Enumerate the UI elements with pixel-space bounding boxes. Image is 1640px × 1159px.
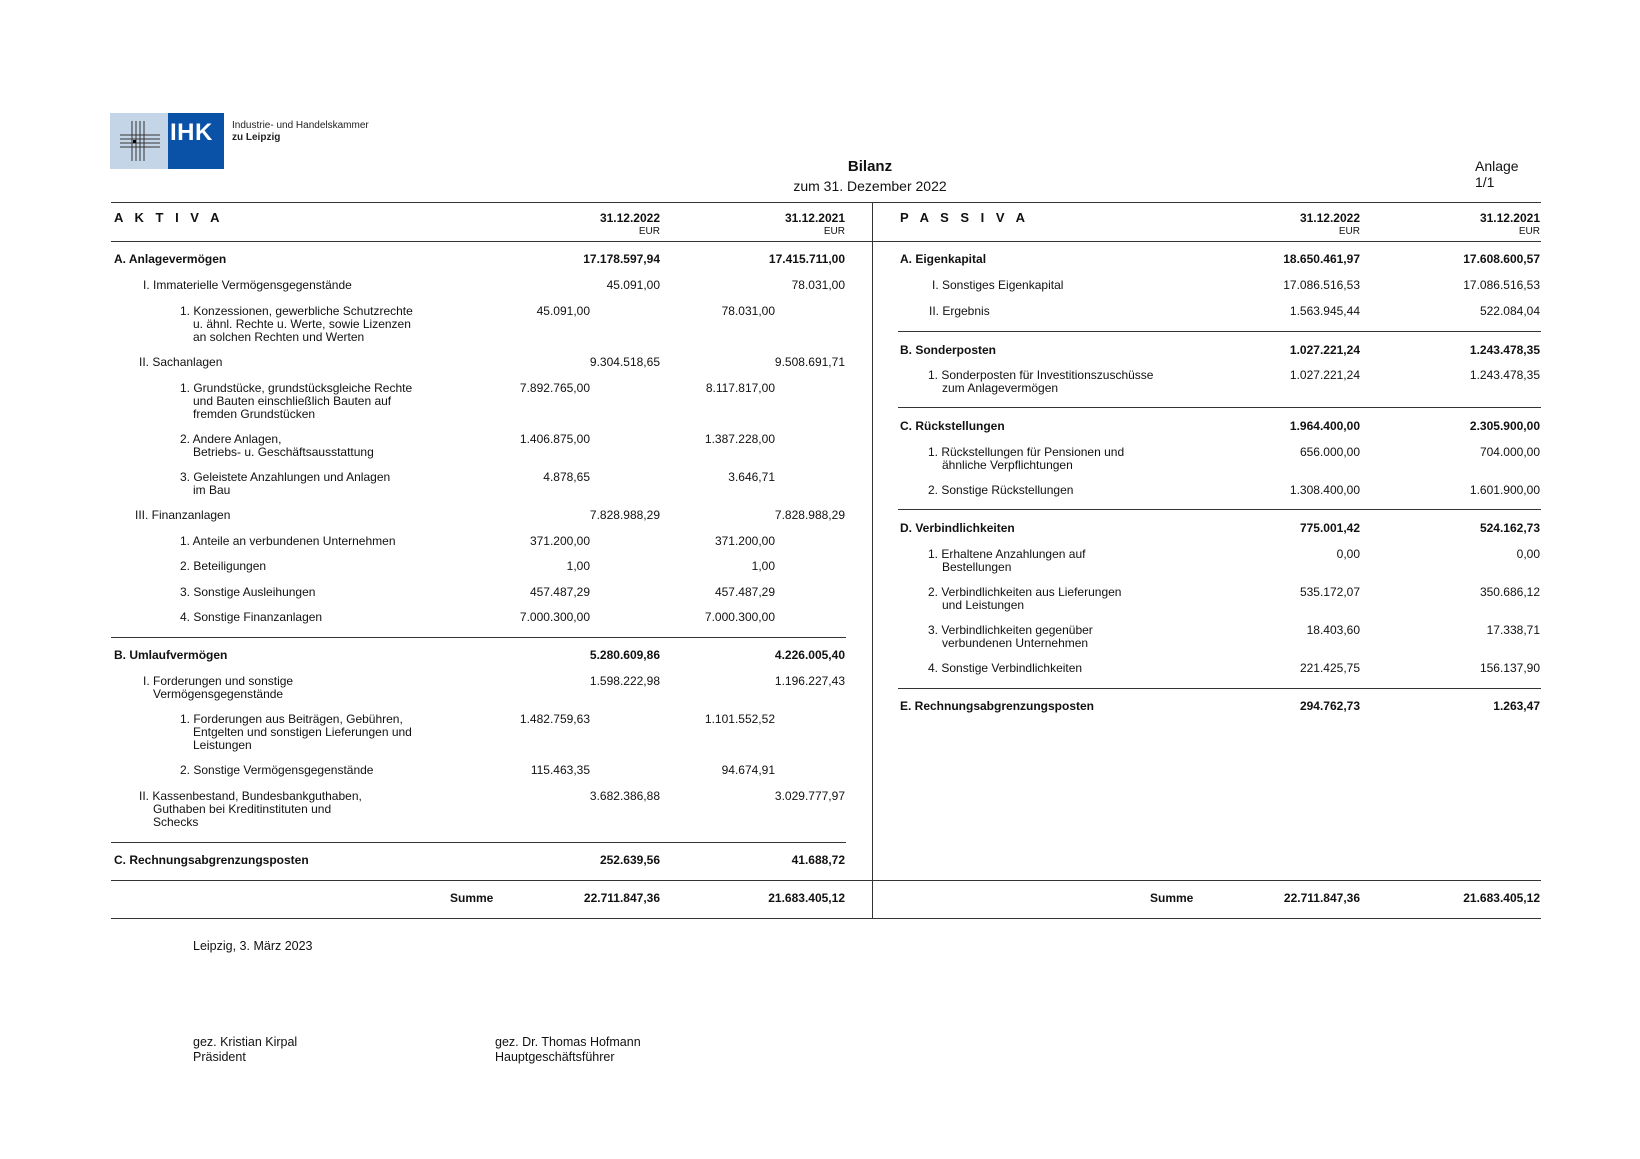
passiva-e-2022: 294.762,73 (1299, 699, 1360, 713)
aktiva-b2-2021: 3.029.777,97 (774, 789, 845, 803)
aktiva-a1-1-2022: 45.091,00 (536, 304, 590, 318)
aktiva-a1-1-line2: u. ähnl. Rechte u. Werte, sowie Lizenzen (193, 317, 411, 331)
aktiva-a3-3-2021: 457.487,29 (714, 585, 775, 599)
aktiva-a1-1-2021: 78.031,00 (721, 304, 775, 318)
passiva-a1-2021: 17.086.516,53 (1463, 278, 1540, 292)
aktiva-a2-3-2021: 3.646,71 (728, 470, 775, 484)
page-title: Bilanz (847, 158, 893, 175)
aktiva-b-label: B. Umlaufvermögen (114, 648, 228, 662)
aktiva-c-label: C. Rechnungsabgrenzungsposten (114, 853, 309, 867)
aktiva-a1-2021: 78.031,00 (791, 278, 845, 292)
aktiva-rule-b (111, 637, 846, 638)
passiva-a2-2022: 1.563.945,44 (1289, 304, 1360, 318)
passiva-a1-2022: 17.086.516,53 (1283, 278, 1360, 292)
passiva-col2-date: 31.12.2021 (1479, 211, 1540, 225)
signature-2-name: gez. Dr. Thomas Hofmann (495, 1035, 641, 1049)
aktiva-b2-line2: Guthaben bei Kreditinstituten und (153, 802, 332, 816)
aktiva-a3-2022: 7.828.988,29 (589, 508, 660, 522)
passiva-d-2021: 524.162,73 (1479, 521, 1540, 535)
passiva-c-2021: 2.305.900,00 (1469, 419, 1540, 433)
passiva-a2-label: II. Ergebnis (929, 304, 990, 318)
passiva-d2-2021: 350.686,12 (1479, 585, 1540, 599)
passiva-d1-line2: Bestellungen (942, 560, 1012, 574)
aktiva-a2-1-line1: 1. Grundstücke, grundstücksgleiche Rechte (180, 381, 413, 395)
aktiva-b1-1-line3: Leistungen (193, 738, 252, 752)
aktiva-b2-line3: Schecks (153, 815, 199, 829)
passiva-summe-label: Summe (1150, 891, 1194, 905)
aktiva-a3-1-label: 1. Anteile an verbundenen Unternehmen (180, 534, 396, 548)
aktiva-b-2022: 5.280.609,86 (589, 648, 660, 662)
aktiva-b1-2-2022: 115.463,35 (530, 763, 590, 777)
passiva-d-2022: 775.001,42 (1299, 521, 1360, 535)
passiva-a-label: A. Eigenkapital (900, 252, 987, 266)
aktiva-a2-3-2022: 4.878,65 (543, 470, 590, 484)
aktiva-a3-label: III. Finanzanlagen (135, 508, 231, 522)
passiva-c2-2021: 1.601.900,00 (1469, 483, 1540, 497)
aktiva-c-2021: 41.688,72 (791, 853, 845, 867)
aktiva-b1-line2: Vermögensgegenstände (153, 687, 284, 701)
aktiva-a2-2-2021: 1.387.228,00 (704, 432, 775, 446)
passiva-b-label: B. Sonderposten (900, 343, 997, 357)
aktiva-heading: A K T I V A (114, 210, 224, 225)
aktiva-summe-label: Summe (450, 891, 494, 905)
logo-line1: Industrie- und Handelskammer (232, 120, 369, 131)
aktiva-b1-2-label: 2. Sonstige Vermögensgegenstände (180, 763, 374, 777)
aktiva-a2-1-line2: und Bauten einschließlich Bauten auf (193, 394, 392, 408)
passiva-d4-2022: 221.425,75 (1299, 661, 1360, 675)
aktiva-a2-3-line1: 3. Geleistete Anzahlungen und Anlagen (180, 470, 391, 484)
aktiva-a-label: A. Anlagevermögen (114, 252, 227, 266)
aktiva-col1-date: 31.12.2022 (599, 211, 660, 225)
logo-grid-icon (118, 119, 162, 163)
passiva-c2-2022: 1.308.400,00 (1289, 483, 1360, 497)
signature-2-role: Hauptgeschäftsführer (495, 1050, 615, 1064)
aktiva-b1-2-2021: 94.674,91 (721, 763, 775, 777)
passiva-b1-line2: zum Anlagevermögen (942, 381, 1059, 395)
aktiva-a-2022: 17.178.597,94 (583, 252, 660, 266)
logo-abbr: IHK (170, 119, 213, 146)
passiva-d4-2021: 156.137,90 (1479, 661, 1540, 675)
signature-1-name: gez. Kristian Kirpal (193, 1035, 298, 1049)
aktiva-a-2021: 17.415.711,00 (768, 252, 845, 266)
passiva-c1-line1: 1. Rückstellungen für Pensionen und (928, 445, 1125, 459)
passiva-d2-2022: 535.172,07 (1299, 585, 1360, 599)
passiva-d4-label: 4. Sonstige Verbindlichkeiten (928, 661, 1083, 675)
center-divider (872, 202, 873, 918)
aktiva-a3-3-label: 3. Sonstige Ausleihungen (180, 585, 316, 599)
aktiva-a1-label: I. Immaterielle Vermögensgegenstände (143, 278, 352, 292)
aktiva-a1-2022: 45.091,00 (606, 278, 660, 292)
passiva-a2-2021: 522.084,04 (1479, 304, 1540, 318)
aktiva-summe-2021: 21.683.405,12 (768, 891, 845, 905)
aktiva-a3-2-label: 2. Beteiligungen (180, 559, 267, 573)
passiva-d-label: D. Verbindlichkeiten (900, 521, 1015, 535)
aktiva-b2-line1: II. Kassenbestand, Bundesbankguthaben, (139, 789, 362, 803)
summe-top-rule (111, 880, 1541, 881)
passiva-b1-2021: 1.243.478,35 (1469, 368, 1540, 382)
aktiva-a3-2021: 7.828.988,29 (774, 508, 845, 522)
aktiva-b1-2022: 1.598.222,98 (589, 674, 660, 688)
passiva-col1-date: 31.12.2022 (1299, 211, 1360, 225)
passiva-d1-2021: 0,00 (1516, 547, 1540, 561)
aktiva-a2-1-2022: 7.892.765,00 (519, 381, 590, 395)
passiva-d2-line1: 2. Verbindlichkeiten aus Lieferungen (928, 585, 1122, 599)
passiva-a-2021: 17.608.600,57 (1463, 252, 1540, 266)
aktiva-a3-3-2022: 457.487,29 (529, 585, 590, 599)
passiva-c2-label: 2. Sonstige Rückstellungen (928, 483, 1074, 497)
passiva-rule-e (898, 688, 1541, 689)
aktiva-a3-4-2021: 7.000.300,00 (704, 610, 775, 624)
passiva-a1-label: I. Sonstiges Eigenkapital (932, 278, 1064, 292)
aktiva-a1-1-line1: 1. Konzessionen, gewerbliche Schutzrechte (180, 304, 413, 318)
aktiva-a2-2-line1: 2. Andere Anlagen, (180, 432, 282, 446)
aktiva-summe-2022: 22.711.847,36 (583, 891, 660, 905)
aktiva-a2-3-line2: im Bau (193, 483, 231, 497)
aktiva-a3-2-2022: 1,00 (566, 559, 590, 573)
aktiva-a2-2-2022: 1.406.875,00 (519, 432, 590, 446)
table-bottom-rule (111, 918, 1541, 919)
aktiva-b-2021: 4.226.005,40 (774, 648, 845, 662)
passiva-summe-2021: 21.683.405,12 (1463, 891, 1540, 905)
aktiva-a2-2-line2: Betriebs- u. Geschäftsausstattung (193, 445, 374, 459)
passiva-rule-b (898, 331, 1541, 332)
aktiva-rule-c (111, 842, 846, 843)
passiva-rule-c (898, 407, 1541, 408)
passiva-heading: P A S S I V A (900, 210, 1030, 225)
aktiva-a2-2021: 9.508.691,71 (774, 355, 845, 369)
aktiva-a3-1-2022: 371.200,00 (529, 534, 590, 548)
aktiva-a3-1-2021: 371.200,00 (714, 534, 775, 548)
passiva-d3-line2: verbundenen Unternehmen (942, 636, 1089, 650)
aktiva-a2-label: II. Sachanlagen (139, 355, 223, 369)
aktiva-col2-date: 31.12.2021 (784, 211, 845, 225)
aktiva-a3-4-2022: 7.000.300,00 (519, 610, 590, 624)
passiva-e-2021: 1.263,47 (1493, 699, 1540, 713)
passiva-c1-2022: 656.000,00 (1299, 445, 1360, 459)
passiva-b1-line1: 1. Sonderposten für Investitionszuschüsse (928, 368, 1154, 382)
passiva-rule-d (898, 509, 1541, 510)
passiva-c-label: C. Rückstellungen (900, 419, 1005, 433)
passiva-c1-line2: ähnliche Verpflichtungen (942, 458, 1073, 472)
signature-1-role: Präsident (193, 1050, 246, 1064)
aktiva-a2-2022: 9.304.518,65 (589, 355, 660, 369)
aktiva-b2-2022: 3.682.386,88 (589, 789, 660, 803)
passiva-summe-2022: 22.711.847,36 (1283, 891, 1360, 905)
passiva-d3-2022: 18.403,60 (1306, 623, 1360, 637)
aktiva-col1-currency: EUR (638, 226, 660, 237)
aktiva-b1-1-2021: 1.101.552,52 (704, 712, 775, 726)
aktiva-a3-4-label: 4. Sonstige Finanzanlagen (180, 610, 323, 624)
aktiva-b1-1-line1: 1. Forderungen aus Beiträgen, Gebühren, (180, 712, 403, 726)
passiva-d3-2021: 17.338,71 (1486, 623, 1540, 637)
header-bottom-rule (111, 241, 1541, 242)
aktiva-a2-1-line3: fremden Grundstücken (193, 407, 316, 421)
aktiva-b1-1-line2: Entgelten und sonstigen Lieferungen und (193, 725, 412, 739)
passiva-d3-line1: 3. Verbindlichkeiten gegenüber (928, 623, 1093, 637)
passiva-a-2022: 18.650.461,97 (1283, 252, 1360, 266)
passiva-b1-2022: 1.027.221,24 (1289, 368, 1360, 382)
passiva-b-2022: 1.027.221,24 (1289, 343, 1360, 357)
aktiva-b1-2021: 1.196.227,43 (774, 674, 845, 688)
aktiva-a1-1-line3: an solchen Rechten und Werten (193, 330, 365, 344)
passiva-col2-currency: EUR (1518, 226, 1540, 237)
aktiva-c-2022: 252.639,56 (599, 853, 660, 867)
passiva-d1-2022: 0,00 (1336, 547, 1360, 561)
aktiva-a3-2-2021: 1,00 (751, 559, 775, 573)
passiva-c1-2021: 704.000,00 (1479, 445, 1540, 459)
aktiva-a2-1-2021: 8.117.817,00 (705, 381, 775, 395)
aktiva-col2-currency: EUR (823, 226, 845, 237)
table-top-rule (111, 202, 1541, 203)
aktiva-b1-1-2022: 1.482.759,63 (519, 712, 590, 726)
place-date: Leipzig, 3. März 2023 (193, 939, 313, 953)
passiva-d2-line2: und Leistungen (942, 598, 1025, 612)
logo-line2: zu Leipzig (232, 132, 281, 143)
passiva-e-label: E. Rechnungsabgrenzungsposten (900, 699, 1095, 713)
page-subtitle: zum 31. Dezember 2022 (793, 178, 947, 194)
passiva-b-2021: 1.243.478,35 (1469, 343, 1540, 357)
aktiva-b1-line1: I. Forderungen und sonstige (143, 674, 294, 688)
passiva-d1-line1: 1. Erhaltene Anzahlungen auf (928, 547, 1086, 561)
passiva-col1-currency: EUR (1338, 226, 1360, 237)
passiva-c-2022: 1.964.400,00 (1289, 419, 1360, 433)
